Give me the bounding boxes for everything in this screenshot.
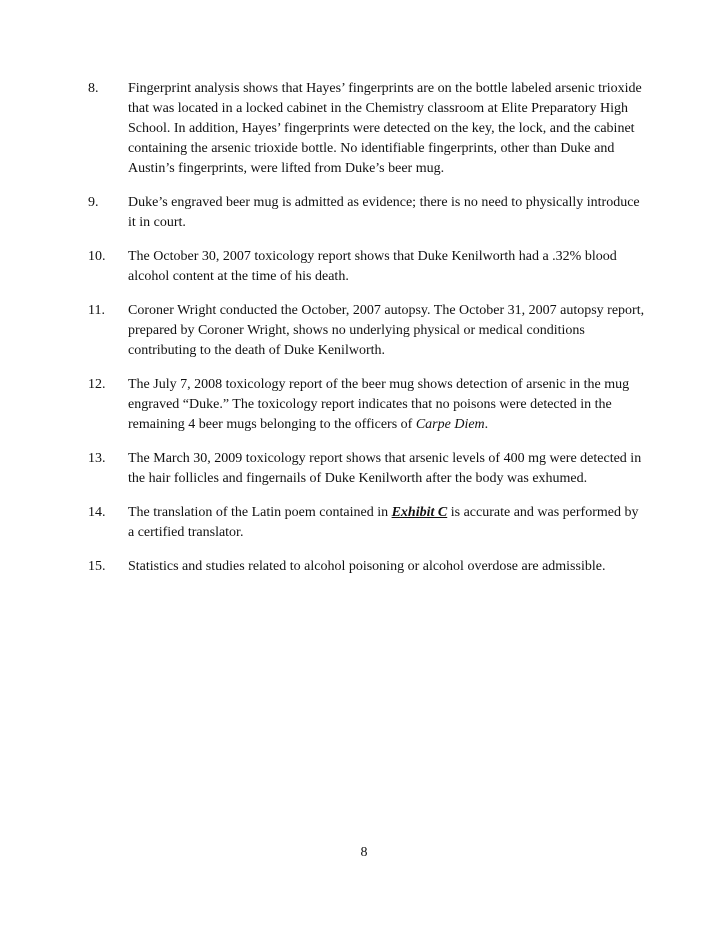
item-text: The October 30, 2007 toxicology report shows that Duke Kenilworth had a .32% blood alcohol content at the time of his death. bbox=[128, 249, 617, 284]
list-item bbox=[88, 375, 648, 435]
item-text-part: The July 7, 2008 toxicology report of the beer mug shows detection of arsenic in the mug engraved “Duke.” The toxicology report indicates that no poisons were detected in the remaining 4 beer mugs belonging to the officers of bbox=[128, 377, 630, 432]
list-item bbox=[88, 247, 648, 287]
item-text bbox=[128, 375, 648, 435]
list-item bbox=[88, 193, 648, 233]
item-number: 11. bbox=[88, 303, 105, 318]
item-text-part: The translation of the Latin poem contained in bbox=[128, 505, 392, 520]
item-number: 15. bbox=[88, 559, 106, 574]
list-item bbox=[88, 503, 648, 543]
item-number: 14. bbox=[88, 505, 106, 520]
item-text: Coroner Wright conducted the October, 2007 autopsy. The October 31, 2007 autopsy report, prepared by Coroner Wright, shows no underlying physical or medical conditions contributing to the death of Duke Kenilworth. bbox=[128, 303, 645, 358]
item-text-part: is accurate and was performed by a certified translator. bbox=[128, 505, 639, 540]
organization-name: Carpe Diem bbox=[415, 417, 485, 432]
item-text bbox=[128, 503, 648, 543]
exhibit-reference: Exhibit C bbox=[391, 505, 448, 520]
page-number: 8 bbox=[360, 845, 368, 860]
item-number: 10. bbox=[88, 249, 106, 264]
item-text: Fingerprint analysis shows that Hayes’ fingerprints are on the bottle labeled arsenic trioxide that was located in a locked cabinet in the Chemistry classroom at Elite Preparatory High School. In addition, Hayes’ fingerprints were detected on the key, the lock, and the cabinet containing the arsenic trioxide bottle. No identifiable fingerprints, other than Duke and Austin’s fingerprints, were lifted from Duke’s beer mug. bbox=[128, 81, 642, 176]
item-number: 13. bbox=[88, 451, 106, 466]
list-item bbox=[88, 301, 648, 361]
item-number: 9. bbox=[88, 195, 99, 210]
item-number: 12. bbox=[88, 377, 106, 392]
list-item bbox=[88, 79, 648, 179]
item-text: Duke’s engraved beer mug is admitted as evidence; there is no need to physically introduce it in court. bbox=[128, 195, 640, 230]
stipulations-list bbox=[88, 79, 648, 591]
item-text: The March 30, 2009 toxicology report shows that arsenic levels of 400 mg were detected in the hair follicles and fingernails of Duke Kenilworth after the body was exhumed. bbox=[128, 451, 642, 486]
item-text: Statistics and studies related to alcohol poisoning or alcohol overdose are admissible. bbox=[128, 559, 606, 574]
item-text-part: . bbox=[484, 417, 489, 432]
item-number: 8. bbox=[88, 81, 99, 96]
list-item bbox=[88, 557, 648, 577]
list-item bbox=[88, 449, 648, 489]
